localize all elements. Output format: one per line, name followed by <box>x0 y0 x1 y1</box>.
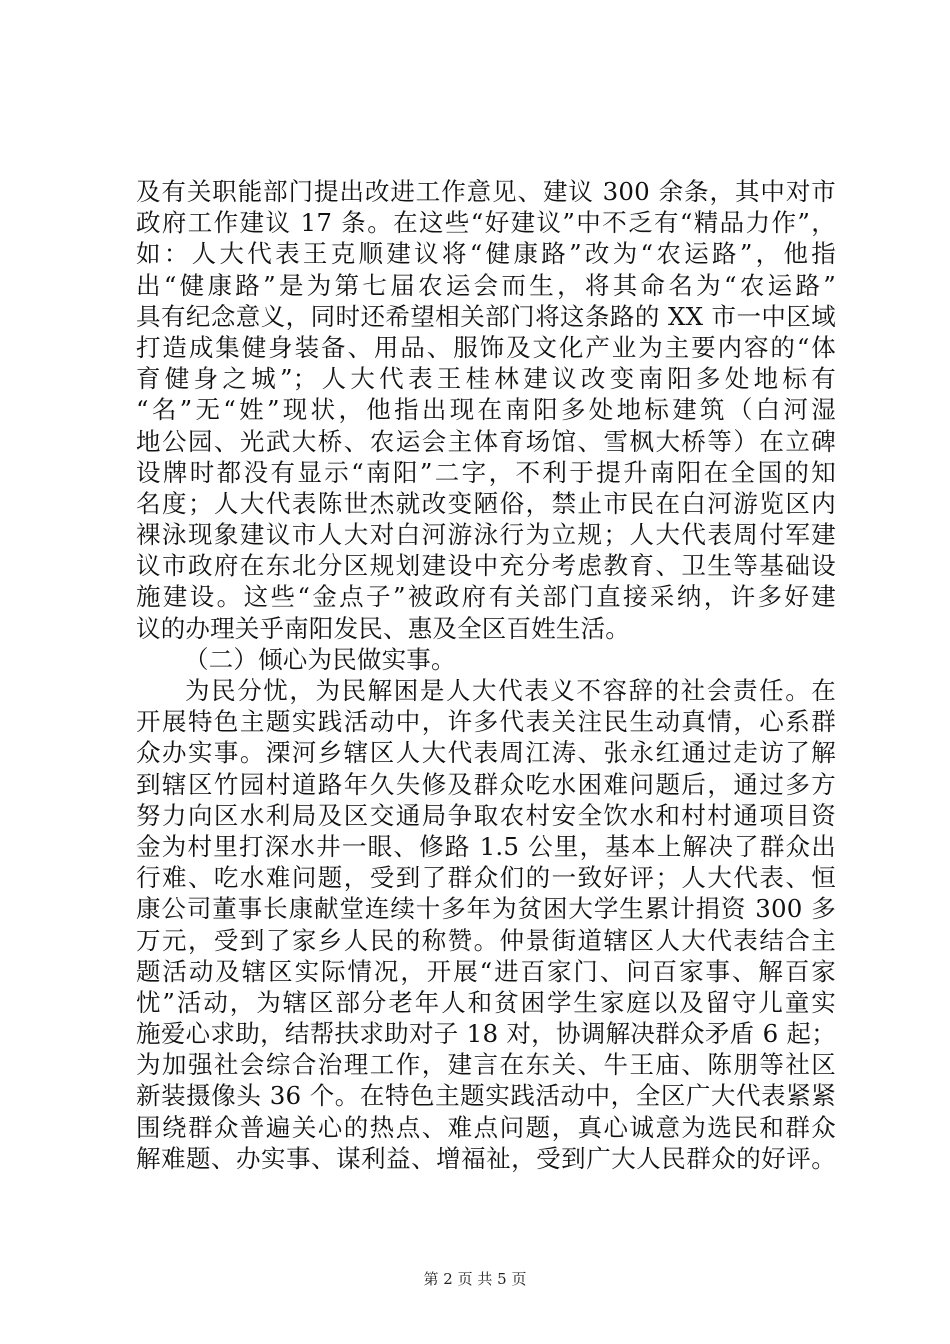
text-line: 及有关职能部门提出改进工作意见、建议 300 余条，其中对市 <box>136 177 836 206</box>
text-line: 题活动及辖区实际情况，开展“进百家门、问百家事、解百家 <box>136 956 836 986</box>
text-line: 为加强社会综合治理工作，建言在东关、牛王庙、陈朋等社区 <box>136 1050 836 1080</box>
document-body <box>136 176 836 1174</box>
text-line: 开展特色主题实践活动中，许多代表关注民生动真情，心系群 <box>136 707 836 737</box>
text-line: 议市政府在东北分区规划建设中充分考虑教育、卫生等基础设 <box>136 551 836 581</box>
text-line: 到辖区竹园村道路年久失修及群众吃水困难问题后，通过多方 <box>136 769 836 799</box>
text-line: 如：人大代表王克顺建议将“健康路”改为“农运路”，他指 <box>136 239 836 269</box>
text-line: 具有纪念意义，同时还希望相关部门将这条路的 XX 市一中区域 <box>136 301 836 331</box>
text-line: 施建设。这些“金点子”被政府有关部门直接采纳，许多好建 <box>136 582 836 612</box>
text-line: 金为村里打深水井一眼、修路 1.5 公里，基本上解决了群众出 <box>136 831 836 861</box>
text-line: 出“健康路”是为第七届农运会而生，将其命名为“农运路” <box>136 270 836 300</box>
text-line: 解难题、办实事、谋利益、增福祉，受到广大人民群众的好评。 <box>136 1143 836 1173</box>
text-line: 行难、吃水难问题，受到了群众们的一致好评；人大代表、恒 <box>136 863 836 893</box>
text-line: 围绕群众普遍关心的热点、难点问题，真心诚意为选民和群众 <box>136 1112 836 1142</box>
paragraph-2 <box>136 675 836 1174</box>
text-line: 政府工作建议 17 条。在这些“好建议”中不乏有“精品力作”， <box>136 208 836 238</box>
text-line: 忧”活动，为辖区部分老年人和贫困学生家庭以及留守儿童实 <box>136 987 836 1017</box>
text-line: 打造成集健身装备、用品、服饰及文化产业为主要内容的“体 <box>136 332 836 362</box>
text-line: 名度；人大代表陈世杰就改变陋俗，禁止市民在白河游览区内 <box>136 488 836 518</box>
text-line: “名”无“姓”现状，他指出现在南阳多处地标建筑（白河湿 <box>136 395 836 425</box>
text-line: 施爱心求助，结帮扶求助对子 18 对，协调解决群众矛盾 6 起； <box>136 1019 836 1049</box>
page-number-footer: 第 2 页 共 5 页 <box>423 1270 527 1288</box>
text-line: 设牌时都没有显示“南阳”二字，不利于提升南阳在全国的知 <box>136 457 836 487</box>
text-line: 育健身之城”；人大代表王桂林建议改变南阳多处地标有 <box>136 364 836 394</box>
section-heading: （二）倾心为民做实事。 <box>184 644 456 674</box>
text-line: 裸泳现象建议市人大对白河游泳行为立规；人大代表周付军建 <box>136 520 836 550</box>
text-line: 新装摄像头 36 个。在特色主题实践活动中，全区广大代表紧紧 <box>136 1081 836 1111</box>
text-line: 地公园、光武大桥、农运会主体育场馆、雪枫大桥等）在立碑 <box>136 426 836 456</box>
text-line: 万元，受到了家乡人民的称赞。仲景街道辖区人大代表结合主 <box>136 925 836 955</box>
paragraph-1 <box>136 176 836 644</box>
text-line: 努力向区水利局及区交通局争取农村安全饮水和村村通项目资 <box>136 800 836 830</box>
text-line: 康公司董事长康献堂连续十多年为贫困大学生累计捐资 300 多 <box>136 894 836 924</box>
text-line: 议的办理关乎南阳发民、惠及全区百姓生活。 <box>136 613 630 643</box>
text-line: 为民分忧，为民解困是人大代表义不容辞的社会责任。在 <box>185 676 836 705</box>
text-line: 众办实事。溧河乡辖区人大代表周江涛、张永红通过走访了解 <box>136 738 836 768</box>
